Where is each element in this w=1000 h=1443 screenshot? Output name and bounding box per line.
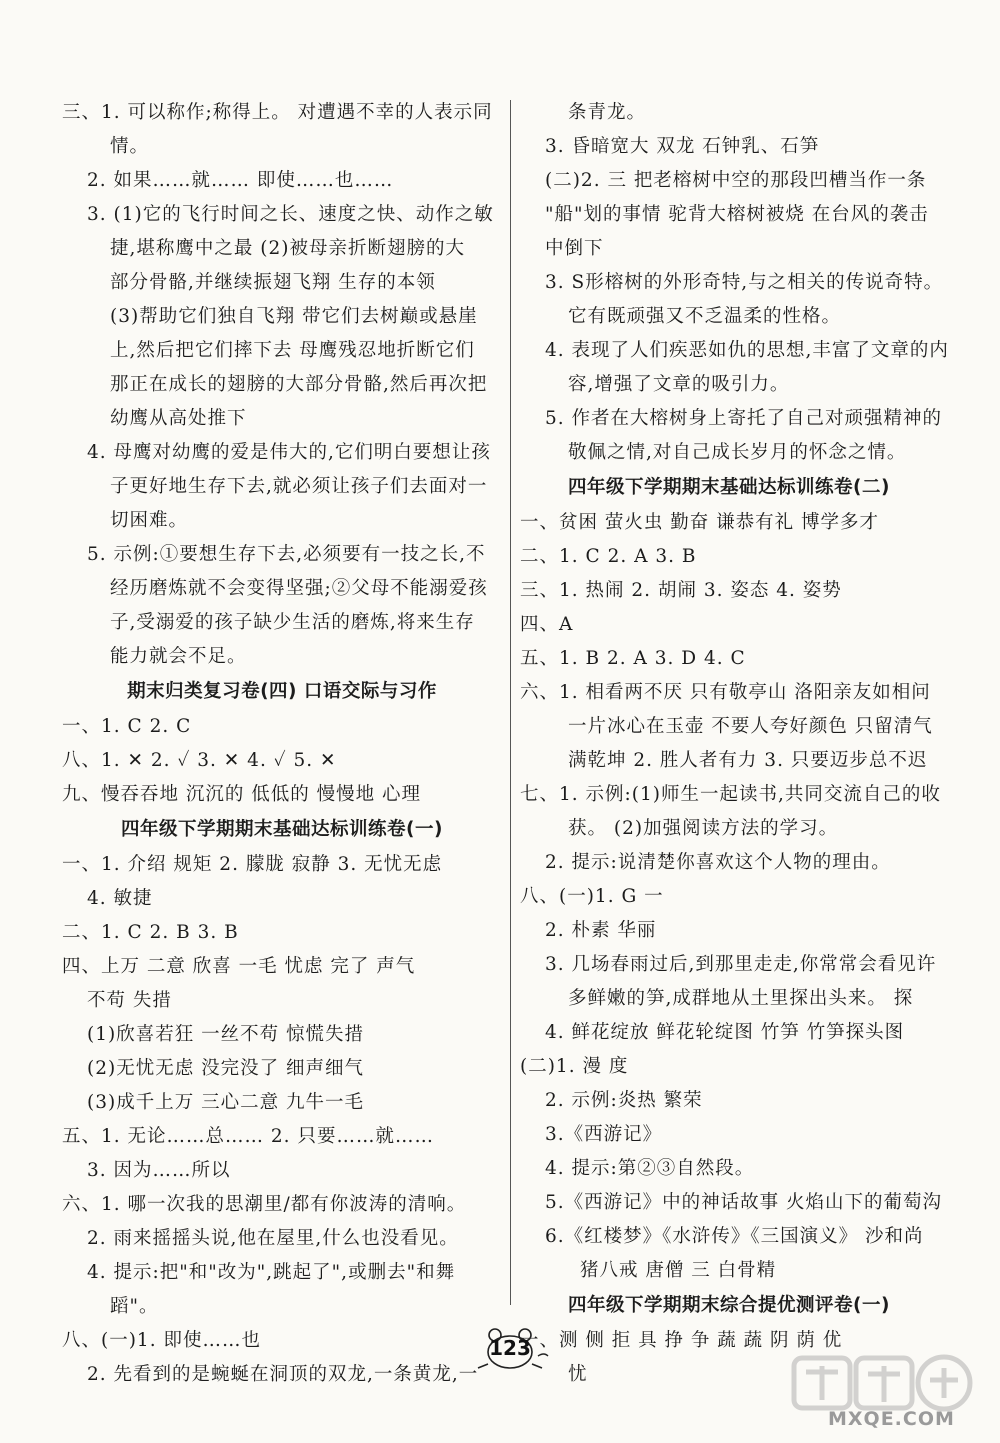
answer-line: 三、1. 热闹 2. 胡闹 3. 姿态 4. 姿势 [520, 580, 842, 601]
answer-line: 那正在成长的翅膀的大部分骨骼,然后再次把 [110, 374, 488, 395]
section-heading: 四年级下学期期末基础达标训练卷(一) [121, 819, 443, 840]
answer-line: 四、A [520, 614, 574, 635]
answer-line: 六、1. 相看两不厌 只有敬亭山 洛阳亲友如相问 [520, 682, 931, 703]
answer-line: 5. 作者在大榕树身上寄托了自己对顽强精神的 [545, 408, 943, 429]
answer-line: 二、1. C 2. B 3. B [62, 922, 239, 943]
answer-line: 八、(一)1. G 一 [520, 886, 664, 907]
answer-line: 3.《西游记》 [545, 1124, 663, 1145]
right-column [520, 96, 949, 1392]
answer-line: 2. 先看到的是蜿蜒在洞顶的双龙,一条黄龙,一 [87, 1364, 479, 1385]
answer-line: (1)欣喜若狂 一丝不苟 惊慌失措 [87, 1024, 364, 1045]
answer-line: 子,受溺爱的孩子缺少生活的磨炼,将来生存 [110, 612, 475, 633]
answer-line: 二、1. C 2. A 3. B [520, 546, 697, 567]
answer-line: 2. 如果……就…… 即使……也…… [87, 170, 394, 191]
answer-line: 2. 雨来摇摇头说,他在屋里,什么也没看见。 [87, 1228, 459, 1249]
answer-line: (3)成千上万 三心二意 九牛一毛 [87, 1092, 364, 1113]
page-number: 123 [489, 1336, 531, 1360]
answer-line: 敬佩之情,对自己成长岁月的怀念之情。 [568, 442, 907, 463]
answer-line: 2. 朴素 华丽 [545, 920, 657, 941]
answer-line: 5.《西游记》中的神话故事 火焰山下的葡萄沟 [545, 1192, 943, 1213]
answer-line: 五、1. B 2. A 3. D 4. C [520, 648, 746, 669]
column-divider [510, 100, 511, 1305]
answer-line: 一、1. C 2. C [62, 716, 192, 737]
answer-line: 情。 [110, 136, 150, 157]
answer-line: 4. 敏捷 [87, 888, 153, 909]
answer-line: 4. 母鹰对幼鹰的爱是伟大的,它们明白要想让孩 [87, 442, 491, 463]
answer-line: 一、1. 介绍 规矩 2. 朦胧 寂静 3. 无忧无虑 [62, 854, 443, 875]
answer-line: 条青龙。 [568, 102, 647, 123]
answer-line: 一片冰心在玉壶 不要人夸好颜色 只留清气 [568, 716, 933, 737]
answer-line: 切困难。 [110, 510, 189, 531]
answer-line: 八、1. ✕ 2. ✓ 3. ✕ 4. ✓ 5. ✕ [62, 750, 337, 771]
answer-line: 2. 提示:说清楚你喜欢这个人物的理由。 [545, 852, 891, 873]
section-heading: 四年级下学期期末综合提优测评卷(一) [568, 1295, 890, 1316]
answer-line: 满乾坤 2. 胜人者有力 3. 只要迈步总不迟 [568, 750, 928, 771]
answer-line: (二)2. 三 把老榕树中空的那段凹槽当作一条 [545, 170, 927, 191]
answer-line: 不苟 失措 [87, 990, 172, 1011]
answer-line: 经历磨炼就不会变得坚强;②父母不能溺爱孩 [110, 578, 488, 599]
answer-line: 忧 [568, 1364, 588, 1385]
page-number-badge [468, 1326, 552, 1372]
answer-line: 九、慢吞吞地 沉沉的 低低的 慢慢地 心理 [62, 784, 422, 805]
answer-line: 4. 表现了人们疾恶如仇的思想,丰富了文章的内 [545, 340, 949, 361]
answer-line: 容,增强了文章的吸引力。 [568, 374, 790, 395]
answer-line: 子更好地生存下去,就必须让孩子们去面对一 [110, 476, 488, 497]
answer-line: (2)无忧无虑 没完没了 细声细气 [87, 1058, 364, 1079]
answer-line: 上,然后把它们摔下去 母鹰残忍地折断它们 [110, 340, 475, 361]
answer-line: 3. (1)它的飞行时间之长、速度之快、动作之敏 [87, 204, 494, 225]
answer-line: 它有既顽强又不乏温柔的性格。 [568, 306, 842, 327]
section-heading: 期末归类复习卷(四) 口语交际与习作 [127, 681, 437, 702]
answer-line: 三、1. 可以称作;称得上。 对遭遇不幸的人表示同 [62, 102, 493, 123]
answer-line: 4. 提示:把"和"改为",跳起了",或删去"和舞 [87, 1262, 456, 1283]
answer-line: 一、测 侧 拒 具 挣 争 蔬 蔬 阴 荫 优 [520, 1330, 843, 1351]
answer-line: 部分骨骼,并继续振翅飞翔 生存的本领 [110, 272, 436, 293]
answer-line: 一、贫困 萤火虫 勤奋 谦恭有礼 博学多才 [520, 512, 880, 533]
answer-line: "船"划的事情 驼背大榕树被烧 在台风的袭击 [545, 204, 929, 225]
answer-line: 4. 鲜花绽放 鲜花轮绽图 竹笋 竹笋探头图 [545, 1022, 905, 1043]
answer-line: 3. 昏暗宽大 双龙 石钟乳、石笋 [545, 136, 820, 157]
answer-line: 多鲜嫩的笋,成群地从土里探出头来。 探 [568, 988, 914, 1009]
answer-line: 2. 示例:炎热 繁荣 [545, 1090, 703, 1111]
answer-line: 蹈"。 [110, 1296, 159, 1317]
answer-line: (二)1. 漫 度 [520, 1056, 629, 1077]
answer-line: 八、(一)1. 即使……也 [62, 1330, 261, 1351]
watermark-url: MXQE.COM [828, 1408, 955, 1430]
answer-line: 五、1. 无论……总…… 2. 只要……就…… [62, 1126, 434, 1147]
answer-line: 六、1. 哪一次我的思潮里/都有你波涛的清响。 [62, 1194, 467, 1215]
answer-line: 4. 提示:第②③自然段。 [545, 1158, 755, 1179]
answer-line: 幼鹰从高处推下 [110, 408, 247, 429]
answer-line: 猪八戒 唐僧 三 白骨精 [580, 1260, 777, 1281]
left-column [62, 96, 502, 1392]
answer-line: (3)帮助它们独自飞翔 带它们去树巅或悬崖 [110, 306, 478, 327]
answer-line: 能力就会不足。 [110, 646, 247, 667]
section-heading: 四年级下学期期末基础达标训练卷(二) [568, 477, 890, 498]
answer-line: 5. 示例:①要想生存下去,必须要有一技之长,不 [87, 544, 486, 565]
answer-line: 中倒下 [545, 238, 604, 259]
answer-line: 3. 几场春雨过后,到那里走走,你常常会看见许 [545, 954, 937, 975]
answer-line: 捷,堪称鹰中之最 (2)被母亲折断翅膀的大 [110, 238, 465, 259]
answer-line: 七、1. 示例:(1)师生一起读书,共同交流自己的收 [520, 784, 941, 805]
answer-line: 获。 (2)加强阅读方法的学习。 [568, 818, 839, 839]
answer-line: 3. S形榕树的外形奇特,与之相关的传说奇特。 [545, 272, 944, 293]
answer-line: 6.《红楼梦》《水浒传》《三国演义》 沙和尚 [545, 1226, 924, 1247]
answer-line: 四、上万 二意 欣喜 一毛 忧虑 完了 声气 [62, 956, 416, 977]
answer-line: 3. 因为……所以 [87, 1160, 231, 1181]
